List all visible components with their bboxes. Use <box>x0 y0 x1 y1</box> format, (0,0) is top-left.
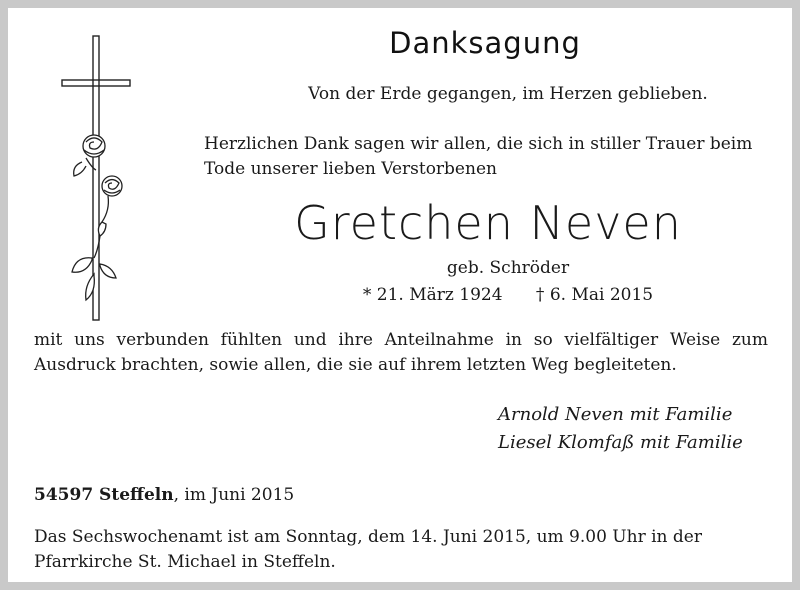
place: 54597 Steffeln <box>34 485 174 505</box>
mass-line-1: Das Sechswochenamt ist am Sonntag, dem 14. Juni 2015, um 9.00 Uhr in der <box>34 527 702 547</box>
mass-announcement <box>34 525 734 575</box>
signature-2: Liesel Klomfaß mit Familie <box>498 432 743 453</box>
mass-line-2: Pfarrkirche St. Michael in Steffeln. <box>34 552 336 572</box>
date-text: , im Juni 2015 <box>173 485 295 505</box>
body-line-2: Ausdruck brachten, sowie allen, die sie auf ihrem letzten Weg begleiteten. <box>34 355 677 375</box>
deceased-name: Gretchen Neven <box>294 196 682 250</box>
heading: Danksagung <box>389 26 581 60</box>
intro-line-1: Herzlichen Dank sagen wir allen, die sich in stiller Trauer beim <box>204 134 753 154</box>
birth-date: * 21. März 1924 <box>362 285 503 305</box>
body-line-1: mit uns verbunden fühlten und ihre Anteilnahme in so vielfältiger Weise zum <box>34 330 768 350</box>
intro-line-2: Tode unserer lieben Verstorbenen <box>204 159 497 179</box>
cross-with-roses-icon <box>56 28 136 328</box>
life-dates <box>228 285 788 305</box>
maiden-name: geb. Schröder <box>446 258 570 278</box>
place-date <box>34 485 294 505</box>
death-date: † 6. Mai 2015 <box>535 285 654 305</box>
thanks-body <box>34 328 768 378</box>
motto: Von der Erde gegangen, im Herzen geblieben. <box>308 84 708 104</box>
signature-1: Arnold Neven mit Familie <box>498 404 733 425</box>
